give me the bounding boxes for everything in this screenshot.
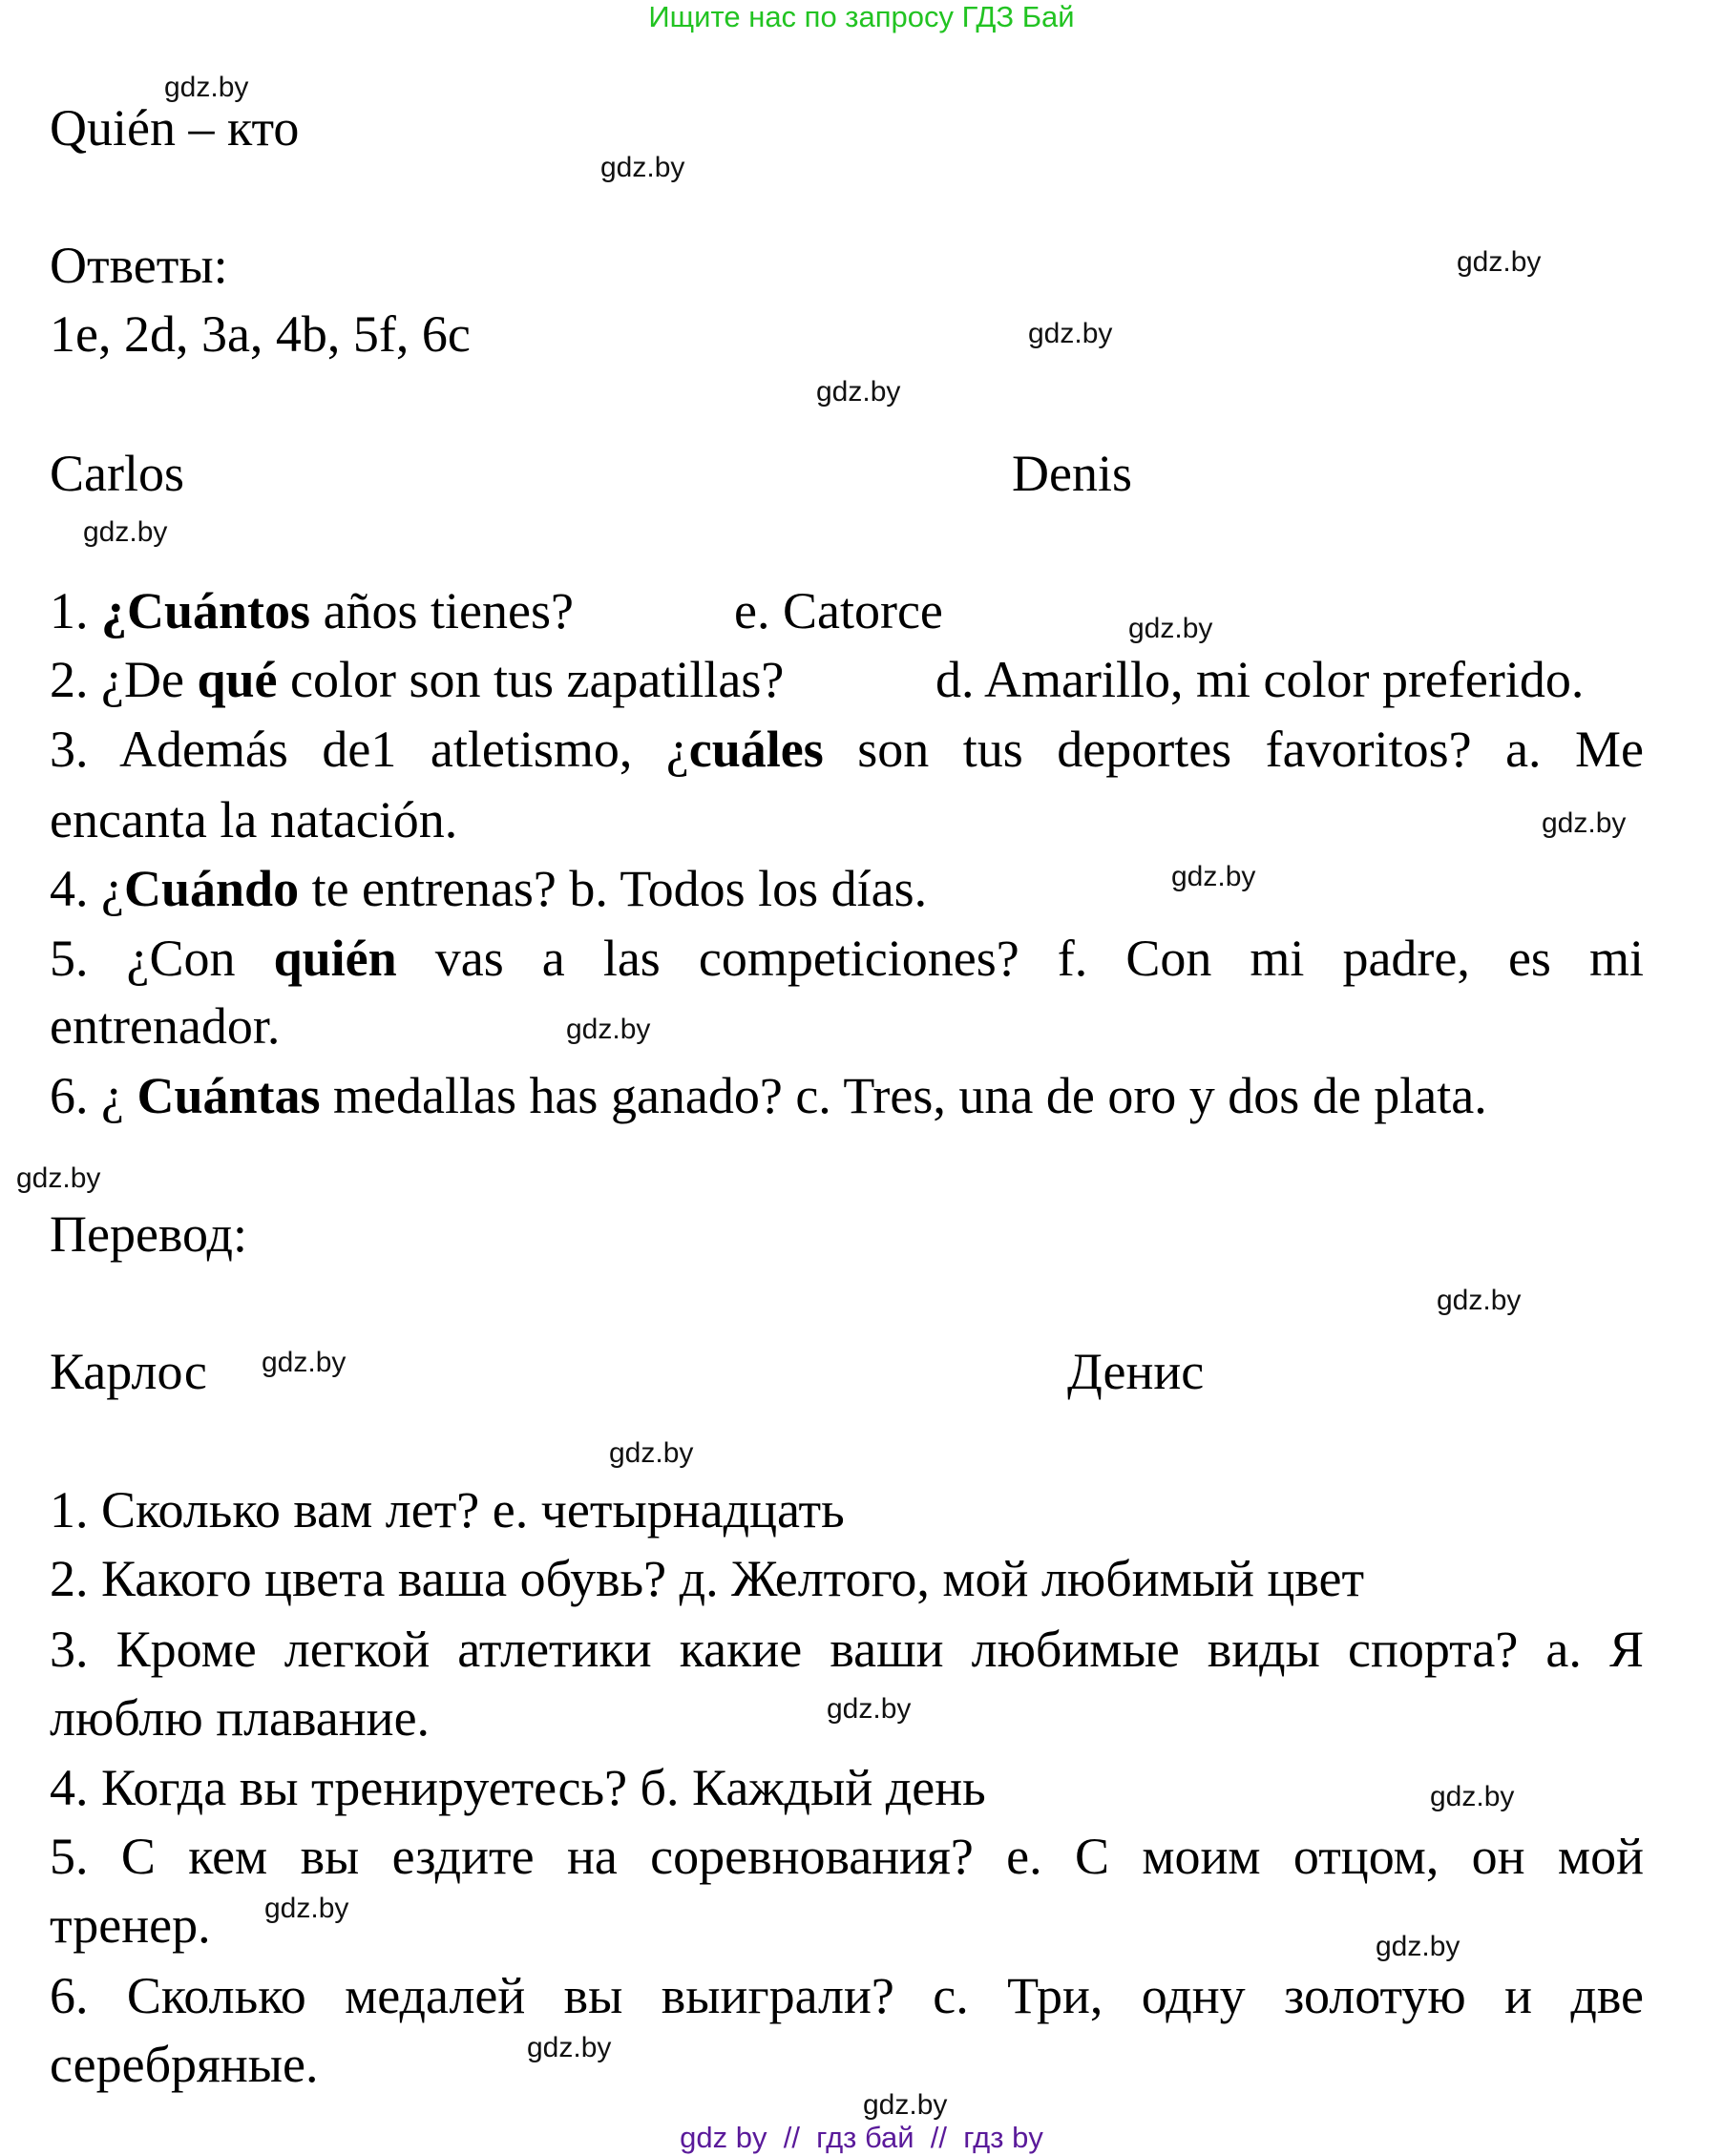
translation-line-1: 1. Сколько вам лет? е. четырнадцать: [50, 1481, 845, 1539]
watermark: gdz.by: [262, 1347, 347, 1378]
spanish-line-6: 6. ¿ Cuántas medallas has ganado? c. Tres, una de oro y dos de plata.: [50, 1067, 1487, 1124]
watermark: gdz.by: [1376, 1931, 1460, 1962]
watermark: gdz.by: [1430, 1781, 1515, 1812]
watermark: gdz.by: [566, 1014, 651, 1045]
watermark: gdz.by: [83, 516, 168, 548]
watermark: gdz.by: [863, 2089, 948, 2121]
answers-heading: Ответы:: [50, 237, 228, 294]
watermark: gdz.by: [16, 1162, 101, 1194]
watermark: gdz.by: [1437, 1285, 1522, 1316]
spanish-line-5: 5. ¿Con quién vas a las competiciones? f. Con mi padre, es mi: [50, 930, 1644, 987]
answer-e: e. Catorce: [734, 582, 943, 639]
spanish-line-5-cont: entrenador.: [50, 997, 281, 1055]
spanish-line-2: [50, 650, 1584, 709]
translation-line-6: 6. Сколько медалей вы выиграли? с. Три, одну золотую и две: [50, 1967, 1644, 2024]
watermark: gdz.by: [1542, 807, 1627, 839]
name-denis-ru: Денис: [1067, 1343, 1205, 1400]
answers-key: 1e, 2d, 3a, 4b, 5f, 6c: [50, 305, 471, 363]
translation-line-2: 2. Какого цвета ваша обувь? д. Желтого, мой любимый цвет: [50, 1550, 1365, 1607]
title: Quién – кто: [50, 99, 300, 157]
translation-line-3-cont: люблю плавание.: [50, 1689, 431, 1747]
translation-line-6-cont: серебряные.: [50, 2036, 319, 2093]
watermark: gdz.by: [1128, 613, 1213, 644]
watermark: gdz.by: [164, 72, 249, 103]
watermark: gdz.by: [1457, 246, 1542, 278]
watermark: gdz.by: [827, 1693, 912, 1725]
watermark: gdz.by: [1171, 861, 1256, 892]
watermark: gdz.by: [600, 152, 685, 183]
spanish-line-3: 3. Además de1 atletismo, ¿cuáles son tus deportes favoritos? a. Me: [50, 721, 1645, 778]
answer-d: d. Amarillo, mi color preferido.: [935, 651, 1585, 708]
spanish-line-3-cont: encanta la natación.: [50, 791, 458, 848]
watermark: gdz.by: [609, 1437, 694, 1469]
header-banner: Ищите нас по запросу ГДЗ Бай: [648, 0, 1075, 33]
spanish-line-1: [50, 581, 943, 640]
watermark: gdz.by: [816, 376, 901, 408]
translation-line-4: 4. Когда вы тренируетесь? б. Каждый день: [50, 1759, 986, 1816]
name-denis: Denis: [1012, 445, 1132, 502]
name-carlos: Carlos: [50, 445, 184, 502]
question-2: 2. ¿De qué color son tus zapatillas?: [50, 651, 785, 708]
translation-line-5: 5. С кем вы ездите на соревнования? е. С моим отцом, он мой: [50, 1828, 1644, 1885]
footer-links: gdz by // гдз бай // гдз by: [680, 2121, 1043, 2154]
watermark: gdz.by: [1028, 318, 1113, 349]
spanish-line-4: 4. ¿Cuándo te entrenas? b. Todos los días.: [50, 860, 928, 917]
question-1: 1. ¿Cuántos años tienes?: [50, 582, 574, 639]
name-karlos: Карлос: [50, 1343, 207, 1400]
watermark: gdz.by: [264, 1893, 349, 1924]
translation-line-3: 3. Кроме легкой атлетики какие ваши любимые виды спорта? а. Я: [50, 1621, 1644, 1678]
watermark: gdz.by: [527, 2032, 612, 2063]
translation-line-5-cont: тренер.: [50, 1896, 211, 1954]
translation-heading: Перевод:: [50, 1205, 247, 1263]
